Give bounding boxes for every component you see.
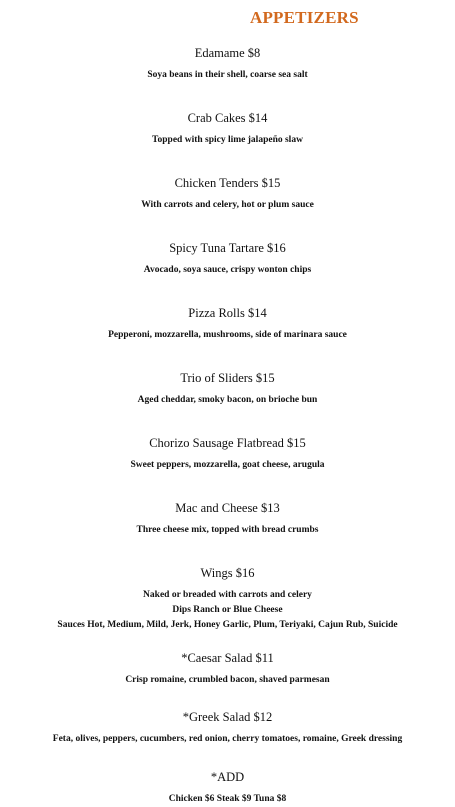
menu-item-title: Chicken Tenders $15 <box>174 176 281 190</box>
menu-item <box>0 710 455 747</box>
menu-item-title: *ADD <box>210 770 245 784</box>
menu-item-description-line: Avocado, soya sauce, crispy wonton chips <box>143 265 312 275</box>
menu-item-description <box>0 458 455 473</box>
menu-item-description-line: Dips Ranch or Blue Cheese <box>172 605 283 615</box>
menu-item-title: *Caesar Salad $11 <box>181 651 274 665</box>
menu-item <box>0 770 455 807</box>
menu-item-description <box>0 263 455 278</box>
menu-item-description <box>0 673 455 688</box>
menu-item-title: Crab Cakes $14 <box>187 111 268 125</box>
menu-item <box>0 176 455 213</box>
menu-item-title: Chorizo Sausage Flatbread $15 <box>149 436 306 450</box>
menu-item <box>0 111 455 148</box>
menu-item-title: Pizza Rolls $14 <box>188 306 267 320</box>
menu-item-description <box>0 328 455 343</box>
menu-item-description-line: Three cheese mix, topped with bread crumbs <box>136 525 319 535</box>
menu-item-description <box>0 732 455 747</box>
menu-item <box>0 306 455 343</box>
menu-item-description-line: Crisp romaine, crumbled bacon, shaved parmesan <box>125 675 330 685</box>
menu-item-description-line: Naked or breaded with carrots and celery <box>143 590 312 600</box>
menu-item-description-line: Topped with spicy lime jalapeño slaw <box>152 135 303 145</box>
menu-item-description-line: Pepperoni, mozzarella, mushrooms, side of marinara sauce <box>108 330 347 340</box>
menu-item-title: Mac and Cheese $13 <box>175 501 280 515</box>
menu-item-title: *Greek Salad $12 <box>182 710 273 724</box>
menu-item-description <box>0 588 455 633</box>
menu-item-description-line: Feta, olives, peppers, cucumbers, red onion, cherry tomatoes, romaine, Greek dressing <box>52 734 403 744</box>
menu-list <box>0 46 455 807</box>
menu-item <box>0 436 455 473</box>
menu-item-description <box>0 68 455 83</box>
menu-item-description <box>0 792 455 807</box>
menu-item <box>0 241 455 278</box>
menu-item-description <box>0 393 455 408</box>
menu-item-description <box>0 133 455 148</box>
menu-item-description-line: Soya beans in their shell, coarse sea salt <box>147 70 308 80</box>
menu-item <box>0 371 455 408</box>
menu-item-description-line: Sweet peppers, mozzarella, goat cheese, arugula <box>130 460 325 470</box>
menu-item <box>0 566 455 633</box>
menu-item-description <box>0 198 455 213</box>
menu-item-title: Spicy Tuna Tartare $16 <box>169 241 286 255</box>
menu-item-title: Wings $16 <box>200 566 255 580</box>
menu-item-description <box>0 523 455 538</box>
menu-item-description-line: Aged cheddar, smoky bacon, on brioche bun <box>137 395 318 405</box>
menu-item-title: Trio of Sliders $15 <box>180 371 275 385</box>
menu-item-description-line: With carrots and celery, hot or plum sauce <box>141 200 314 210</box>
menu-item-title: Edamame $8 <box>194 46 261 60</box>
menu-item-description-line: Chicken $6 Steak $9 Tuna $8 <box>168 794 287 804</box>
menu-item <box>0 651 455 688</box>
menu-item <box>0 501 455 538</box>
menu-item-description-line: Sauces Hot, Medium, Mild, Jerk, Honey Garlic, Plum, Teriyaki, Cajun Rub, Suicide <box>57 620 398 630</box>
menu-item <box>0 46 455 83</box>
menu-heading: APPETIZERS <box>250 8 359 27</box>
